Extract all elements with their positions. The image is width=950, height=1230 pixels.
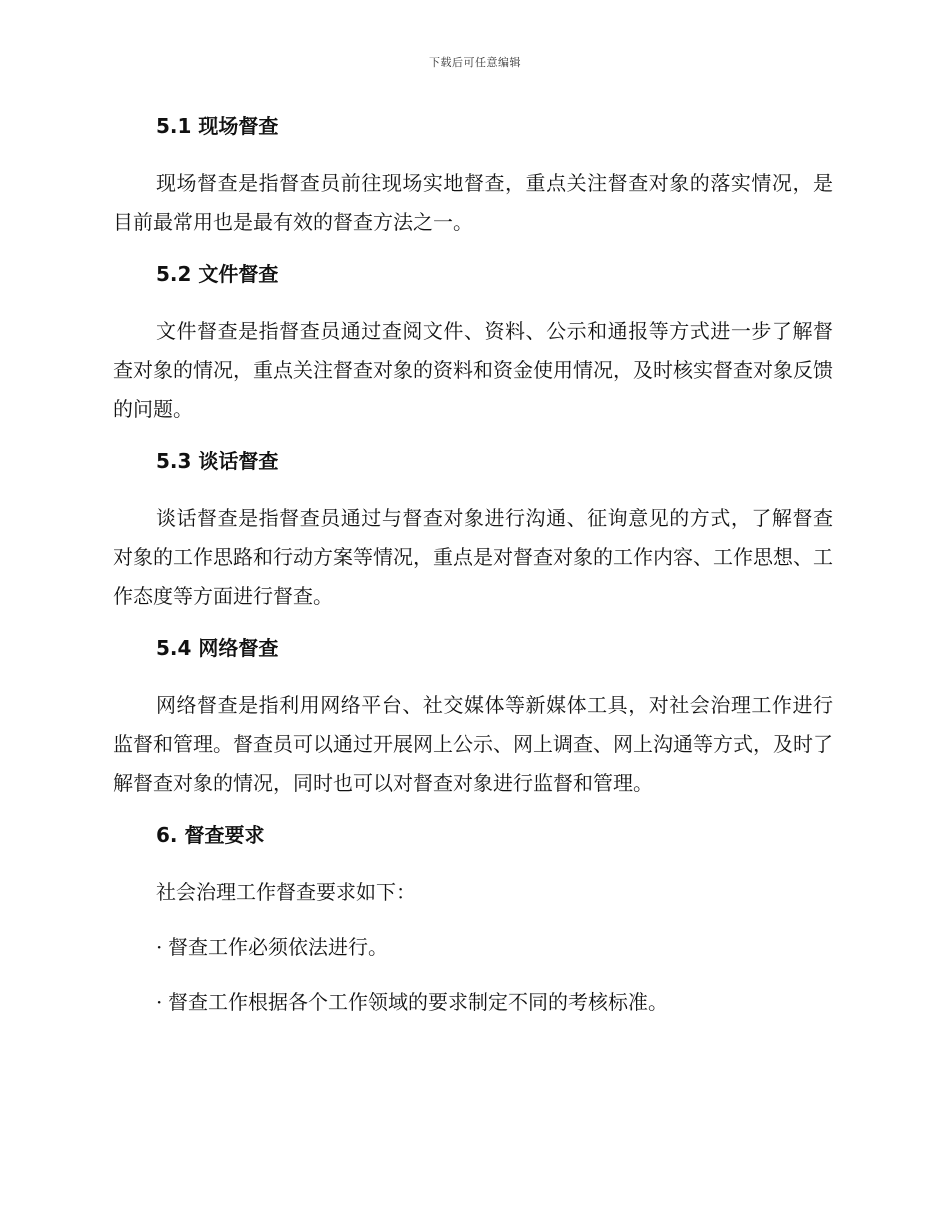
section-heading-5-4: 5.4 网络督查 [156,636,279,660]
section-body-5-3: 谈话督查是指督查员通过与督查对象进行沟通、征询意见的方式，了解督查对象的工作思路和行动方案等情况，重点是对督查对象的工作内容、工作思想、工作态度等方面进行督查。 [113,506,833,608]
section-heading-5-1: 5.1 现场督查 [156,114,279,138]
bullet-icon: · [156,935,163,959]
section-heading-5-2: 5.2 文件督查 [156,262,279,286]
section-heading-5-3: 5.3 谈话督查 [156,449,279,473]
page-header: 下载后可任意编辑 [429,56,521,69]
section-body-5-4: 网络督查是指利用网络平台、社交媒体等新媒体工具，对社会治理工作进行监督和管理。督查员可以通过开展网上公示、网上调查、网上沟通等方式，及时了解督查对象的情况，同时也可以对督查对象进行监督和管理。 [113,693,833,795]
requirements-heading: 6. 督查要求 [156,823,265,847]
document-content [113,110,833,1038]
list-item [113,983,833,1022]
bullet-icon: · [156,990,163,1014]
requirements-intro: 社会治理工作督查要求如下： [156,880,416,904]
list-item [113,928,833,967]
list-item-text: 督查工作根据各个工作领域的要求制定不同的考核标准。 [168,990,668,1014]
section-body-5-1: 现场督查是指督查员前往现场实地督查，重点关注督查对象的落实情况，是目前最常用也是最有效的督查方法之一。 [113,171,833,234]
list-item-text: 督查工作必须依法进行。 [168,935,388,959]
section-body-5-2: 文件督查是指督查员通过查阅文件、资料、公示和通报等方式进一步了解督查对象的情况，重点关注督查对象的资料和资金使用情况，及时核实督查对象反馈的问题。 [113,319,833,421]
